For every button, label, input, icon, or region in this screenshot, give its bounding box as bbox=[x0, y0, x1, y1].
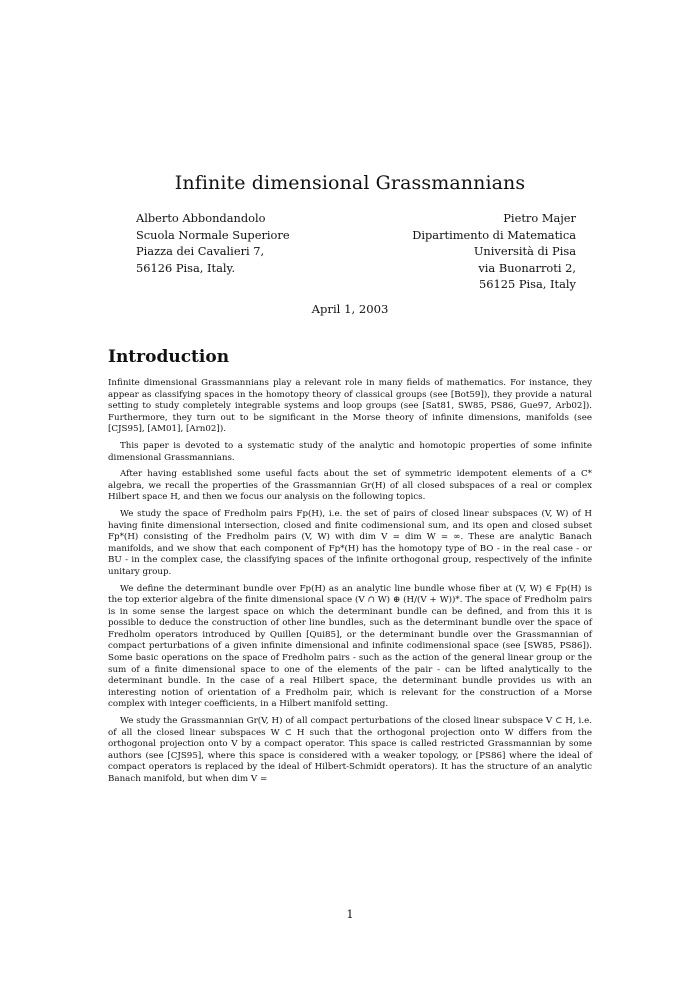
paragraph: We define the determinant bundle over Fp(H) as an analytic line bundle whose fiber at (V, W) ∈ Fp(H) is the top exterior algebra of the finite dimensional space (V ∩ W) ⊕ (H/(V + W))*. The space of Fredholm pairs is in some sense the largest space on which the determinant bundle can be defined, and from this it is possible to deduce the construction of other line bundles, such as the determinant bundle over the space of Fredholm operators introduced by Quillen [Qui85], or the determinant bundle over the Grassmannian of compact perturbations of a given infinite dimensional and infinite codimensional space (see [SW85, PS86]). Some basic operations on the space of Fredholm pairs - such as the action of the general linear group or the sum of a finite dimensional space to one of the elements of the pair - can be lifted analytically to the determinant bundle. In the case of a real Hilbert space, the determinant bundle provides us with an interesting notion of orientation of a Fredholm pair, which is relevant for the construction of a Morse complex with integer coefficients, in a Hilbert manifold setting. bbox=[108, 583, 592, 710]
section-heading: Introduction bbox=[108, 347, 230, 367]
page-number: 1 bbox=[346, 908, 354, 921]
author-right-line: Pietro Majer bbox=[503, 211, 576, 225]
paragraph: We study the Grassmannian Gr(V, H) of all compact perturbations of the closed linear subspace V ⊂ H, i.e. of all the closed linear subspaces W ⊂ H such that the orthogonal projection onto W differs from the orthogonal projection onto V by a compact operator. This space is called restricted Grassmannian by some authors (see [CJS95], where this space is considered with a weaker topology, or [PS86] where the ideal of compact operators is replaced by the ideal of Hilbert-Schmidt operators). It has the structure of an analytic Banach manifold, but when dim V = bbox=[108, 716, 592, 784]
author-left-line: Alberto Abbondandolo bbox=[136, 211, 266, 225]
author-left-line: Scuola Normale Superiore bbox=[136, 227, 290, 242]
paragraph: We study the space of Fredholm pairs Fp(H), i.e. the set of pairs of closed linear subspaces (V, W) of H having finite dimensional intersection, closed and finite codimensional sum, and its open and closed subset Fp*(H) consisting of the Fredholm pairs (V, W) with dim V = dim W = ∞. These are analytic Banach manifolds, and we show that each component of Fp*(H) has the homotopy type of BO - in the real case - or BU - in the complex case, the classifying spaces of the infinite orthogonal group, respectively of the infinite unitary group. bbox=[108, 508, 592, 577]
author-right-line: via Buonarroti 2, bbox=[478, 260, 576, 275]
author-right bbox=[412, 210, 576, 293]
author-right-line: 56125 Pisa, Italy bbox=[479, 277, 576, 291]
author-left-line: Piazza dei Cavalieri 7, bbox=[136, 244, 265, 258]
body-text bbox=[108, 378, 592, 791]
author-left bbox=[136, 210, 290, 276]
paragraph: After having established some useful facts about the set of symmetric idempotent elements of a C* algebra, we recall the properties of the Grassmannian Gr(H) of all closed subspaces of a real or complex Hilbert space H, and then we focus our analysis on the following topics. bbox=[108, 469, 592, 503]
paragraph: Infinite dimensional Grassmannians play a relevant role in many fields of mathematics. For instance, they appear as classifying spaces in the homotopy theory of classical groups (see [Bot59]), they provide a natural setting to study completely integrable systems and loop groups (see [Sat81, SW85, PS86, Gue97, Arb02]). Furthermore, they turn out to be significant in the Morse theory of infinite dimensions, manifolds (see [CJS95], [AM01], [Arn02]). bbox=[108, 378, 592, 435]
paper-date: April 1, 2003 bbox=[311, 302, 389, 316]
paragraph: This paper is devoted to a systematic study of the analytic and homotopic properties of some infinite dimensional Grassmannians. bbox=[108, 440, 592, 463]
author-right-line: Università di Pisa bbox=[473, 244, 576, 258]
author-right-line: Dipartimento di Matematica bbox=[412, 227, 576, 242]
author-left-line: 56126 Pisa, Italy. bbox=[136, 260, 236, 275]
paper-title: Infinite dimensional Grassmannians bbox=[174, 172, 526, 194]
